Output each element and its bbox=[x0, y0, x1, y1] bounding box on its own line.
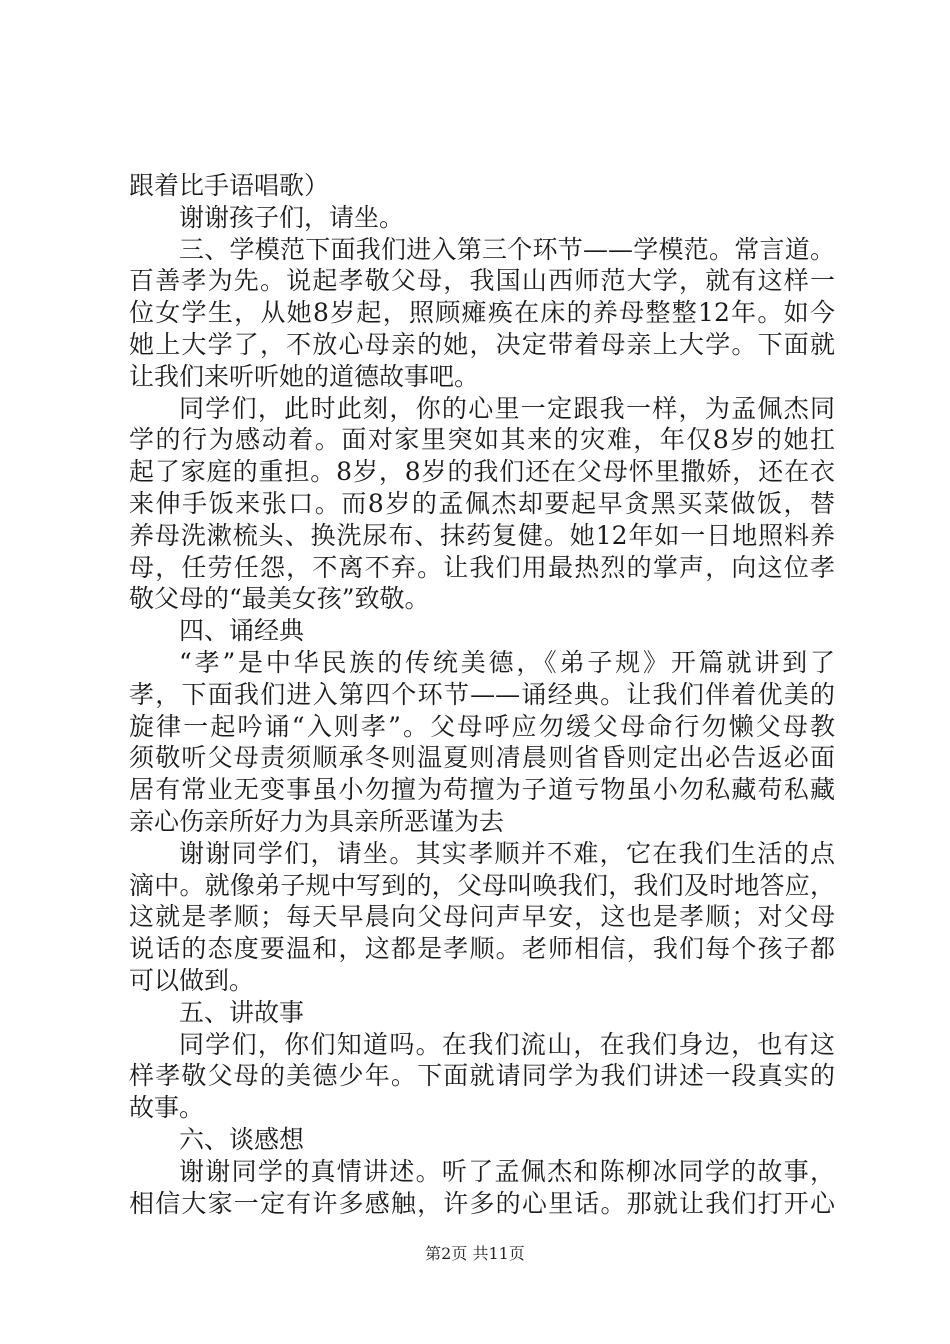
text-line: 居有常业无变事虽小勿擅为苟擅为子道亏物虽小勿私藏苟私藏 bbox=[129, 775, 835, 805]
text-line: 谢谢同学的真情讲述。听了孟佩杰和陈柳冰同学的故事， bbox=[179, 1156, 835, 1186]
text-line: 旋律一起吟诵“入则孝”。父母呼应勿缓父母命行勿懒父母教 bbox=[129, 711, 835, 741]
text-line: 谢谢孩子们，请坐。 bbox=[179, 202, 405, 232]
document-body bbox=[129, 170, 835, 1219]
text-line: 亲心伤亲所好力为具亲所恶谨为去 bbox=[129, 806, 505, 836]
text-line: 同学们，你们知道吗。在我们流山，在我们身边，也有这 bbox=[179, 1029, 835, 1059]
text-line: 相信大家一定有许多感触，许多的心里话。那就让我们打开心 bbox=[129, 1188, 835, 1218]
text-line: 位女学生，从她8岁起，照顾瘫痪在床的养母整整12年。如今 bbox=[129, 298, 835, 328]
text-line: 孝，下面我们进入第四个环节——诵经典。让我们伴着优美的 bbox=[129, 679, 835, 709]
text-line: 敬父母的“最美女孩”致敬。 bbox=[129, 584, 430, 614]
text-line: 滴中。就像弟子规中写到的，父母叫唤我们，我们及时地答应， bbox=[129, 870, 835, 900]
text-line: 六、谈感想 bbox=[179, 1124, 305, 1154]
text-line: 四、诵经典 bbox=[179, 616, 305, 646]
text-line: 她上大学了，不放心母亲的她，决定带着母亲上大学。下面就 bbox=[129, 329, 835, 359]
text-line: 来伸手饭来张口。而8岁的孟佩杰却要起早贪黑买菜做饭，替 bbox=[129, 488, 835, 518]
text-line: 可以做到。 bbox=[129, 965, 255, 995]
text-line: 让我们来听听她的道德故事吧。 bbox=[129, 361, 480, 391]
text-line: 母，任劳任怨，不离不弃。让我们用最热烈的掌声，向这位孝 bbox=[129, 552, 835, 582]
text-line: 这就是孝顺；每天早晨向父母问声早安，这也是孝顺；对父母 bbox=[129, 902, 835, 932]
text-line: 须敬听父母责须顺承冬则温夏则凊晨则省昏则定出必告返必面 bbox=[129, 743, 835, 773]
text-line: 三、学模范下面我们进入第三个环节——学模范。常言道。 bbox=[179, 234, 835, 264]
text-line: 起了家庭的重担。8岁，8岁的我们还在父母怀里撒娇，还在衣 bbox=[129, 457, 835, 487]
text-line: 样孝敬父母的美德少年。下面就请同学为我们讲述一段真实的 bbox=[129, 1061, 835, 1091]
text-line: 学的行为感动着。面对家里突如其来的灾难，年仅8岁的她扛 bbox=[129, 425, 835, 455]
text-line: 说话的态度要温和，这都是孝顺。老师相信，我们每个孩子都 bbox=[129, 934, 835, 964]
text-line: 同学们，此时此刻，你的心里一定跟我一样，为孟佩杰同 bbox=[179, 393, 835, 423]
text-line: 故事。 bbox=[129, 1093, 205, 1123]
text-line: 谢谢同学们，请坐。其实孝顺并不难，它在我们生活的点 bbox=[179, 838, 835, 868]
text-line: 养母洗漱梳头、换洗尿布、抹药复健。她12年如一日地照料养 bbox=[129, 520, 835, 550]
text-line: 五、讲故事 bbox=[179, 997, 305, 1027]
page-footer: 第2页 共11页 bbox=[425, 1244, 525, 1263]
text-line: “孝”是中华民族的传统美德，《弟子规》开篇就讲到了 bbox=[179, 647, 835, 677]
text-line: 百善孝为先。说起孝敬父母，我国山西师范大学，就有这样一 bbox=[129, 266, 835, 296]
text-line: 跟着比手语唱歌） bbox=[129, 171, 330, 200]
